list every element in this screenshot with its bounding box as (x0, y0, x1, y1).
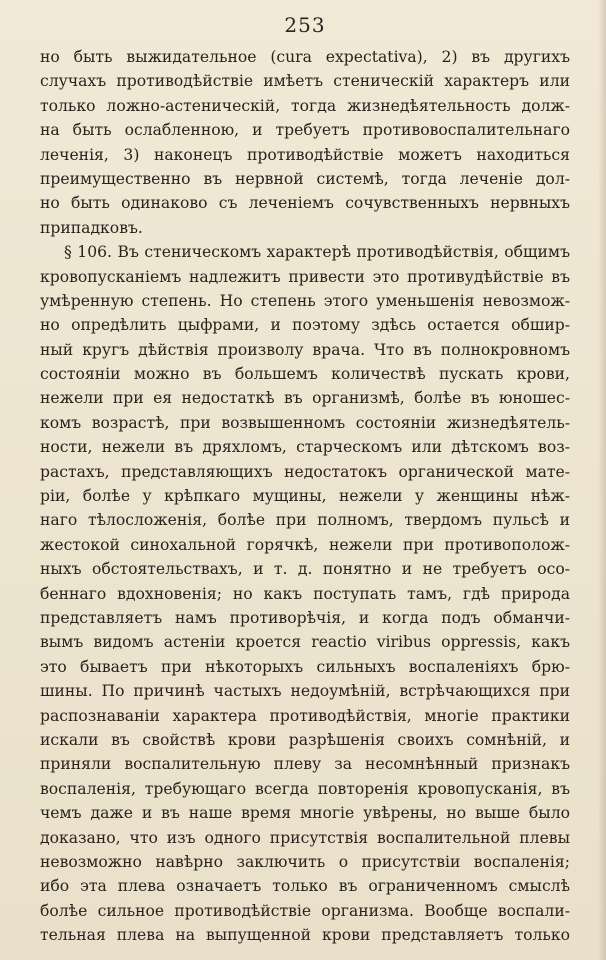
section-start-line: § 106. Въ стеническомъ характерѣ противодѣйствія, общимъ (64, 243, 570, 262)
text-line: беннаго вдохновенія; но какъ поступать тамъ, гдѣ природа (40, 584, 570, 603)
text-line: случахъ противодѣйствіе имѣетъ стеническій характеръ или (40, 72, 570, 91)
text-line: ности, нежели въ дряхломъ, старческомъ или дѣтскомъ воз- (40, 438, 570, 457)
text-line: жестокой синохальной горячкѣ, нежели при противополож- (40, 535, 570, 554)
page-number: 253 (284, 13, 326, 37)
text-line: представляетъ намъ противорѣчія, и когда подъ обманчи- (40, 608, 570, 627)
text-line: преимущественно въ нервной системѣ, тогда леченіе дол- (40, 169, 570, 188)
text-line: шины. По причинѣ частыхъ недоумѣній, встрѣчающихся при (40, 682, 570, 701)
text-line: но быть одинаково съ леченіемъ сочувственныхъ нервныхъ (40, 194, 570, 213)
text-line: воспаленія, требующаго всегда повторенія кровопусканія, въ (40, 779, 570, 798)
text-line: на быть ослабленною, и требуетъ противовоспалительнаго (40, 121, 570, 140)
text-line: растахъ, представляющихъ недостатокъ органической мате- (40, 462, 570, 481)
text-line: кровопусканіемъ надлежитъ привести это противудѣйствіе въ (40, 267, 570, 286)
text-line: тельная плева на выпущенной крови представляетъ только (40, 926, 570, 945)
text-line: ныхъ обстоятельствахъ, и т. д. понятно и не требуетъ осо- (40, 560, 570, 579)
text-line: нежели при ея недостаткѣ въ организмѣ, болѣе въ юношес- (40, 389, 570, 408)
text-line: наго тѣлосложенія, болѣе при полномъ, твердомъ пульсѣ и (40, 511, 570, 530)
text-line: ибо эта плева означаетъ только въ ограниченномъ смыслѣ (40, 877, 570, 896)
text-line: умѣренную степень. Но степень этого уменьшенія невозмож- (40, 291, 570, 310)
text-line: невозможно навѣрно заключить о присутствіи воспаленія; (40, 852, 570, 871)
text-line: припадковъ. (40, 218, 143, 237)
body-text (40, 45, 570, 947)
text-line: леченія, 3) наконецъ противодѣйствіе можетъ находиться (40, 145, 570, 164)
text-line: только ложно-астеническій, тогда жизнедѣятельность долж- (40, 96, 570, 115)
text-line: ный кругъ дѣйствія произволу врача. Что въ полнокровномъ (40, 340, 570, 359)
text-line: вымъ видомъ астеніи кроется reactio viribus oppressis, какъ (40, 633, 570, 652)
text-line: это бываетъ при нѣкоторыхъ сильныхъ воспаленіяхъ брю- (40, 657, 570, 676)
text-line: приняли воспалительную плеву за несомнѣнный признакъ (40, 755, 570, 774)
text-line: болѣе сильное противодѣйствіе организма. Вообще воспали- (40, 901, 570, 920)
text-line: состояніи можно въ большемъ количествѣ пускать крови, (40, 365, 570, 384)
text-line: доказано, что изъ одного присутствія воспалительной плевы (40, 828, 570, 847)
text-line: ріи, болѣе у крѣпкаго мущины, нежели у женщины нѣж- (40, 487, 570, 506)
text-line: искали въ свойствѣ крови разрѣшенія своихъ сомнѣній, и (40, 730, 570, 749)
text-line: но быть выжидательное (cura expectativa), 2) въ другихъ (40, 48, 570, 66)
text-line: но опредѣлить цыфрами, и поэтому здѣсь остается обшир- (40, 316, 570, 335)
text-line: комъ возрастѣ, при возвышенномъ состояніи жизнедѣятель- (40, 413, 570, 432)
text-line: чемъ даже и въ наше время многіе увѣрены, но выше было (40, 804, 570, 823)
page-edge-shadow (598, 0, 606, 960)
text-line: распознаваніи характера противодѣйствія, многіе практики (40, 706, 570, 725)
